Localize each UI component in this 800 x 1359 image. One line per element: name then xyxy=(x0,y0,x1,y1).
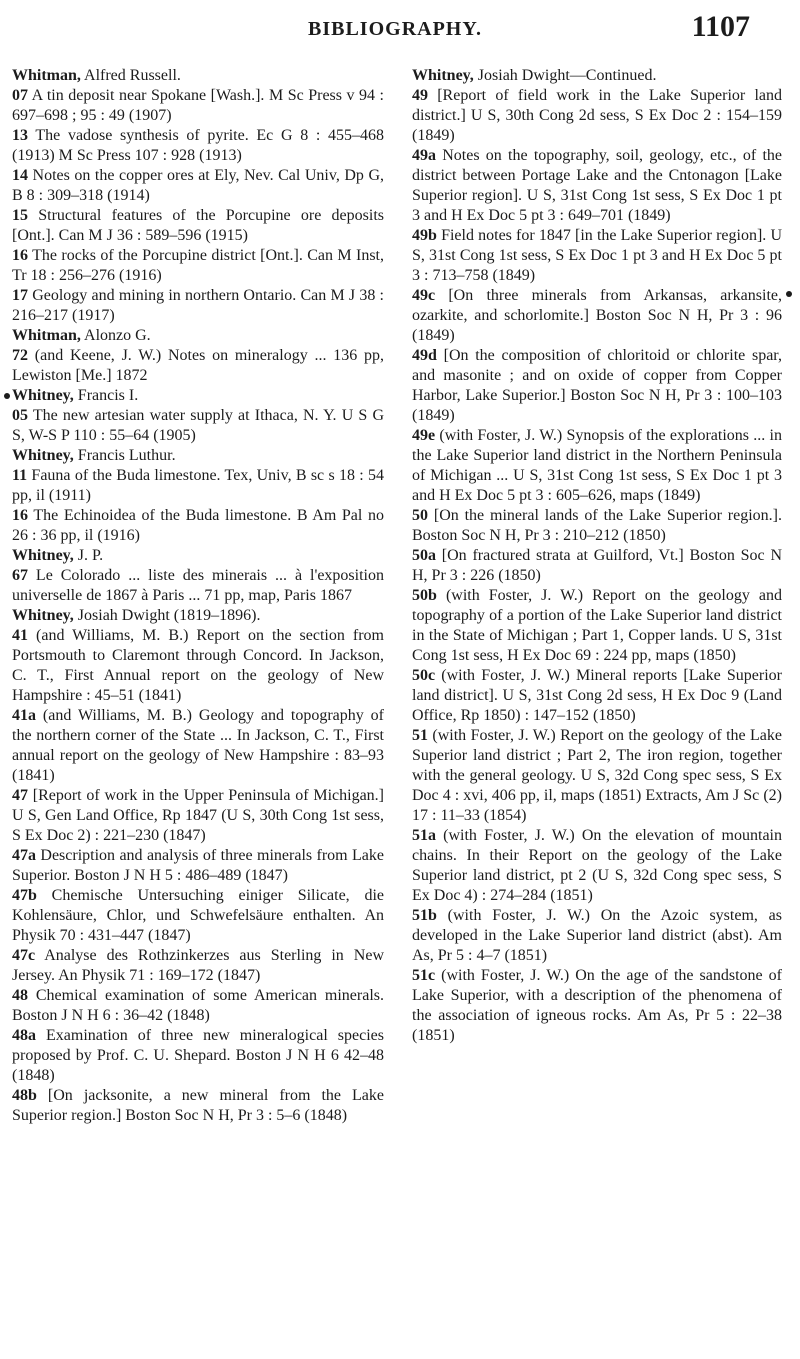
bibliography-entry xyxy=(12,566,384,606)
entry-text: (with Foster, J. W.) On the age of the sandstone of Lake Superior, with a description of the phenomena of the association of igneous rocks. Am As, Pr 5 : 22–38 (1851) xyxy=(412,967,782,1044)
entry-text: (and Williams, M. B.) Geology and topography of the northern corner of the State ... In Jackson, C. T., First annual report on the geology of New Hampshire : 83–93 (1841) xyxy=(12,707,384,784)
entry-text: Analyse des Rothzinkerzes aus Sterling in New Jersey. An Physik 71 : 169–172 (1847) xyxy=(12,947,384,984)
entry-text: [On fractured strata at Guilford, Vt.] Boston Soc N H, Pr 3 : 226 (1850) xyxy=(412,547,782,584)
entry-text: Field notes for 1847 [in the Lake Superior region]. U S, 31st Cong 1st sess, S Ex Doc 1 pt 3 and H Ex Doc 5 pt 3 : 713–758 (1849) xyxy=(412,227,782,284)
bibliography-entry xyxy=(412,826,782,906)
entry-text: [On the composition of chloritoid or chlorite spar, and masonite ; and on oxide of copper from Copper Harbor, Lake Superior.] Boston Soc N H, Pr 3 : 100–103 (1849) xyxy=(412,347,782,424)
bibliography-entry xyxy=(12,986,384,1026)
author-name: Whitney, xyxy=(412,67,474,84)
entry-text: [Report of work in the Upper Peninsula of Michigan.] U S, Gen Land Office, Rp 1847 (U S, 30th Cong 1st sess, S Ex Doc 2) : 221–230 (1847) xyxy=(12,787,384,844)
author-heading xyxy=(12,326,384,346)
entry-text: [On jacksonite, a new mineral from the Lake Superior region.] Boston Soc N H, Pr 3 : 5–6 (1848) xyxy=(12,1087,384,1124)
entry-text: Notes on the topography, soil, geology, etc., of the district between Portage Lake and the Cntonagon [Lake Superior region]. U S, 31st Cong 1st sess, S Ex Doc 1 pt 3 and H Ex Doc 5 pt 3 : 649–701 (1849) xyxy=(412,147,782,224)
entry-text: (with Foster, J. W.) Report on the geology of the Lake Superior land district ; Part 2, The iron region, together with the general geology. U S, 32d Cong spec sess, S Ex Doc 4 : xvi, 406 pp, il, maps (1851) Extracts, Am J Sc (2) 17 : 11–33 (1854) xyxy=(412,727,782,824)
bibliography-entry xyxy=(12,346,384,386)
entry-number: 16 xyxy=(12,247,28,264)
bibliography-entry xyxy=(12,846,384,886)
author-name: Whitney, xyxy=(12,447,74,464)
bibliography-entry xyxy=(412,666,782,726)
bibliography-entry xyxy=(412,226,782,286)
entry-text: Chemische Untersuching einiger Silicate, die Kohlensäure, Chlor, und Schwefelsäure enthalten. An Physik 70 : 431–447 (1847) xyxy=(12,887,384,944)
entry-number: 50c xyxy=(412,667,436,684)
right-column xyxy=(412,66,782,1046)
entry-number: 11 xyxy=(12,467,28,484)
entry-number: 47a xyxy=(12,847,36,864)
bibliography-entry xyxy=(412,146,782,226)
bibliography-entry xyxy=(12,886,384,946)
entry-number: 17 xyxy=(12,287,28,304)
entry-number: 72 xyxy=(12,347,28,364)
author-details: Francis Luthur. xyxy=(73,447,176,464)
entry-text: (with Foster, J. W.) Synopsis of the explorations ... in the Lake Superior land district in the Northern Peninsula of Michigan ... U S, 31st Cong 1st sess, S Ex Doc 1 pt 3 and H Ex Doc 5 pt 3 : 605–626, maps (1849) xyxy=(412,427,782,504)
entry-text: (with Foster, J. W.) Mineral reports [Lake Superior land district]. U S, 31st Cong 2d sess, H Ex Doc 9 (Land Office, Rp 1850) : 147–152 (1850) xyxy=(412,667,782,724)
entry-text: [On the mineral lands of the Lake Superior region.]. Boston Soc N H, Pr 3 : 210–212 (1850) xyxy=(412,507,782,544)
author-name: Whitman, xyxy=(12,67,81,84)
author-details: Josiah Dwight (1819–1896). xyxy=(73,607,261,624)
bibliography-entry xyxy=(12,126,384,166)
entry-text: (with Foster, J. W.) Report on the geology and topography of a portion of the Lake Superior land district in the State of Michigan ; Part 1, Copper lands. U S, 31st Cong 1st sess, H Ex Doc 69 : 224 pp, maps (1850) xyxy=(412,587,782,664)
entry-number: 14 xyxy=(12,167,28,184)
bibliography-entry xyxy=(12,626,384,706)
entry-number: 51b xyxy=(412,907,437,924)
entry-number: 13 xyxy=(12,127,28,144)
margin-bullet-icon xyxy=(4,393,10,399)
left-column xyxy=(12,66,384,1126)
bibliography-entry xyxy=(12,466,384,506)
bibliography-entry xyxy=(412,586,782,666)
entry-text: (and Keene, J. W.) Notes on mineralogy ... 136 pp, Lewiston [Me.] 1872 xyxy=(12,347,384,384)
bibliography-entry xyxy=(12,246,384,286)
entry-text: [Report of field work in the Lake Superior land district.] U S, 30th Cong 2d sess, S Ex Doc 2 : 154–159 (1849) xyxy=(412,87,782,144)
entry-text: The Echinoidea of the Buda limestone. B Am Pal no 26 : 36 pp, il (1916) xyxy=(12,507,384,544)
bibliography-entry xyxy=(412,726,782,826)
entry-text: (with Foster, J. W.) On the Azoic system, as developed in the Lake Superior land district (abst). Am As, Pr 5 : 4–7 (1851) xyxy=(412,907,782,964)
entry-number: 15 xyxy=(12,207,28,224)
author-details: Josiah Dwight—Continued. xyxy=(473,67,657,84)
entry-number: 49 xyxy=(412,87,428,104)
bibliography-entry xyxy=(412,426,782,506)
entry-number: 41 xyxy=(12,627,28,644)
author-details: Alfred Russell. xyxy=(80,67,181,84)
author-heading xyxy=(412,66,782,86)
entry-text: The vadose synthesis of pyrite. Ec G 8 : 455–468 (1913) M Sc Press 107 : 928 (1913) xyxy=(12,127,384,164)
running-head xyxy=(0,6,800,52)
entry-number: 50b xyxy=(412,587,437,604)
bibliography-entry xyxy=(12,786,384,846)
entry-text: A tin deposit near Spokane [Wash.]. M Sc Press v 94 : 697–698 ; 95 : 49 (1907) xyxy=(12,87,384,124)
entry-number: 47 xyxy=(12,787,28,804)
entry-number: 41a xyxy=(12,707,36,724)
entry-number: 48a xyxy=(12,1027,36,1044)
author-heading xyxy=(12,66,384,86)
author-details: J. P. xyxy=(73,547,104,564)
entry-number: 48 xyxy=(12,987,28,1004)
bibliography-entry xyxy=(12,286,384,326)
entry-number: 50a xyxy=(412,547,436,564)
bibliography-entry xyxy=(412,86,782,146)
bibliography-entry xyxy=(12,946,384,986)
bibliography-entry xyxy=(412,286,782,346)
entry-number: 47c xyxy=(12,947,36,964)
entry-number: 16 xyxy=(12,507,28,524)
entry-number: 49e xyxy=(412,427,436,444)
bibliography-entry xyxy=(412,966,782,1046)
entry-text: Geology and mining in northern Ontario. Can M J 38 : 216–217 (1917) xyxy=(12,287,384,324)
margin-bullet-icon xyxy=(786,291,792,297)
bibliography-entry xyxy=(12,706,384,786)
author-name: Whitney, xyxy=(12,387,74,404)
author-heading xyxy=(12,546,384,566)
entry-number: 47b xyxy=(12,887,37,904)
entry-number: 51c xyxy=(412,967,436,984)
bibliography-entry xyxy=(412,506,782,546)
entry-number: 49b xyxy=(412,227,437,244)
entry-number: 49a xyxy=(412,147,436,164)
entry-text: Notes on the copper ores at Ely, Nev. Cal Univ, Dp G, B 8 : 309–318 (1914) xyxy=(12,167,384,204)
author-details: Alonzo G. xyxy=(80,327,151,344)
author-name: Whitney, xyxy=(12,547,74,564)
entry-number: 67 xyxy=(12,567,28,584)
author-details: Francis I. xyxy=(73,387,139,404)
author-heading xyxy=(12,386,384,406)
entry-number: 49c xyxy=(412,287,436,304)
entry-number: 51a xyxy=(412,827,436,844)
bibliography-entry xyxy=(412,546,782,586)
entry-text: (with Foster, J. W.) On the elevation of mountain chains. In their Report on the geology of the Lake Superior land district, pt 2 (U S, 32d Cong spec sess, S Ex Doc 4) : 274–284 (1851) xyxy=(412,827,782,904)
author-name: Whitman, xyxy=(12,327,81,344)
entry-number: 07 xyxy=(12,87,28,104)
entry-number: 05 xyxy=(12,407,28,424)
entry-text: Fauna of the Buda limestone. Tex, Univ, B sc s 18 : 54 pp, il (1911) xyxy=(12,467,384,504)
entry-text: [On three minerals from Arkansas, arkansite, ozarkite, and schorlomite.] Boston Soc N H, Pr 3 : 96 (1849) xyxy=(412,287,782,344)
bibliography-entry xyxy=(12,86,384,126)
bibliography-entry xyxy=(12,506,384,546)
entry-text: The rocks of the Porcupine district [Ont.]. Can M Inst, Tr 18 : 256–276 (1916) xyxy=(12,247,384,284)
entry-text: Examination of three new mineralogical species proposed by Prof. C. U. Shepard. Boston J N H 6 42–48 (1848) xyxy=(12,1027,384,1084)
bibliography-entry xyxy=(12,1086,384,1126)
bibliography-entry xyxy=(12,166,384,206)
bibliography-entry xyxy=(12,406,384,446)
entry-text: Description and analysis of three minerals from Lake Superior. Boston J N H 5 : 486–489 (1847) xyxy=(12,847,384,884)
bibliography-entry xyxy=(412,906,782,966)
author-heading xyxy=(12,606,384,626)
bibliography-entry xyxy=(412,346,782,426)
entry-text: Chemical examination of some American minerals. Boston J N H 6 : 36–42 (1848) xyxy=(12,987,384,1024)
entry-number: 51 xyxy=(412,727,428,744)
author-heading xyxy=(12,446,384,466)
entry-number: 49d xyxy=(412,347,437,364)
author-name: Whitney, xyxy=(12,607,74,624)
entry-text: Le Colorado ... liste des minerais ... à l'exposition universelle de 1867 à Paris ... 71 pp, map, Paris 1867 xyxy=(12,567,384,604)
page-number: 1107 xyxy=(691,10,750,43)
entry-text: The new artesian water supply at Ithaca, N. Y. U S G S, W-S P 110 : 55–64 (1905) xyxy=(12,407,384,444)
running-title: BIBLIOGRAPHY. xyxy=(308,18,482,40)
bibliography-entry xyxy=(12,1026,384,1086)
entry-text: (and Williams, M. B.) Report on the section from Portsmouth to Claremont through Concord. In Jackson, C. T., First Annual report on the geology of New Hampshire : 45–51 (1841) xyxy=(12,627,384,704)
entry-text: Structural features of the Porcupine ore deposits [Ont.]. Can M J 36 : 589–596 (1915) xyxy=(12,207,384,244)
bibliography-entry xyxy=(12,206,384,246)
entry-number: 50 xyxy=(412,507,428,524)
entry-number: 48b xyxy=(12,1087,37,1104)
